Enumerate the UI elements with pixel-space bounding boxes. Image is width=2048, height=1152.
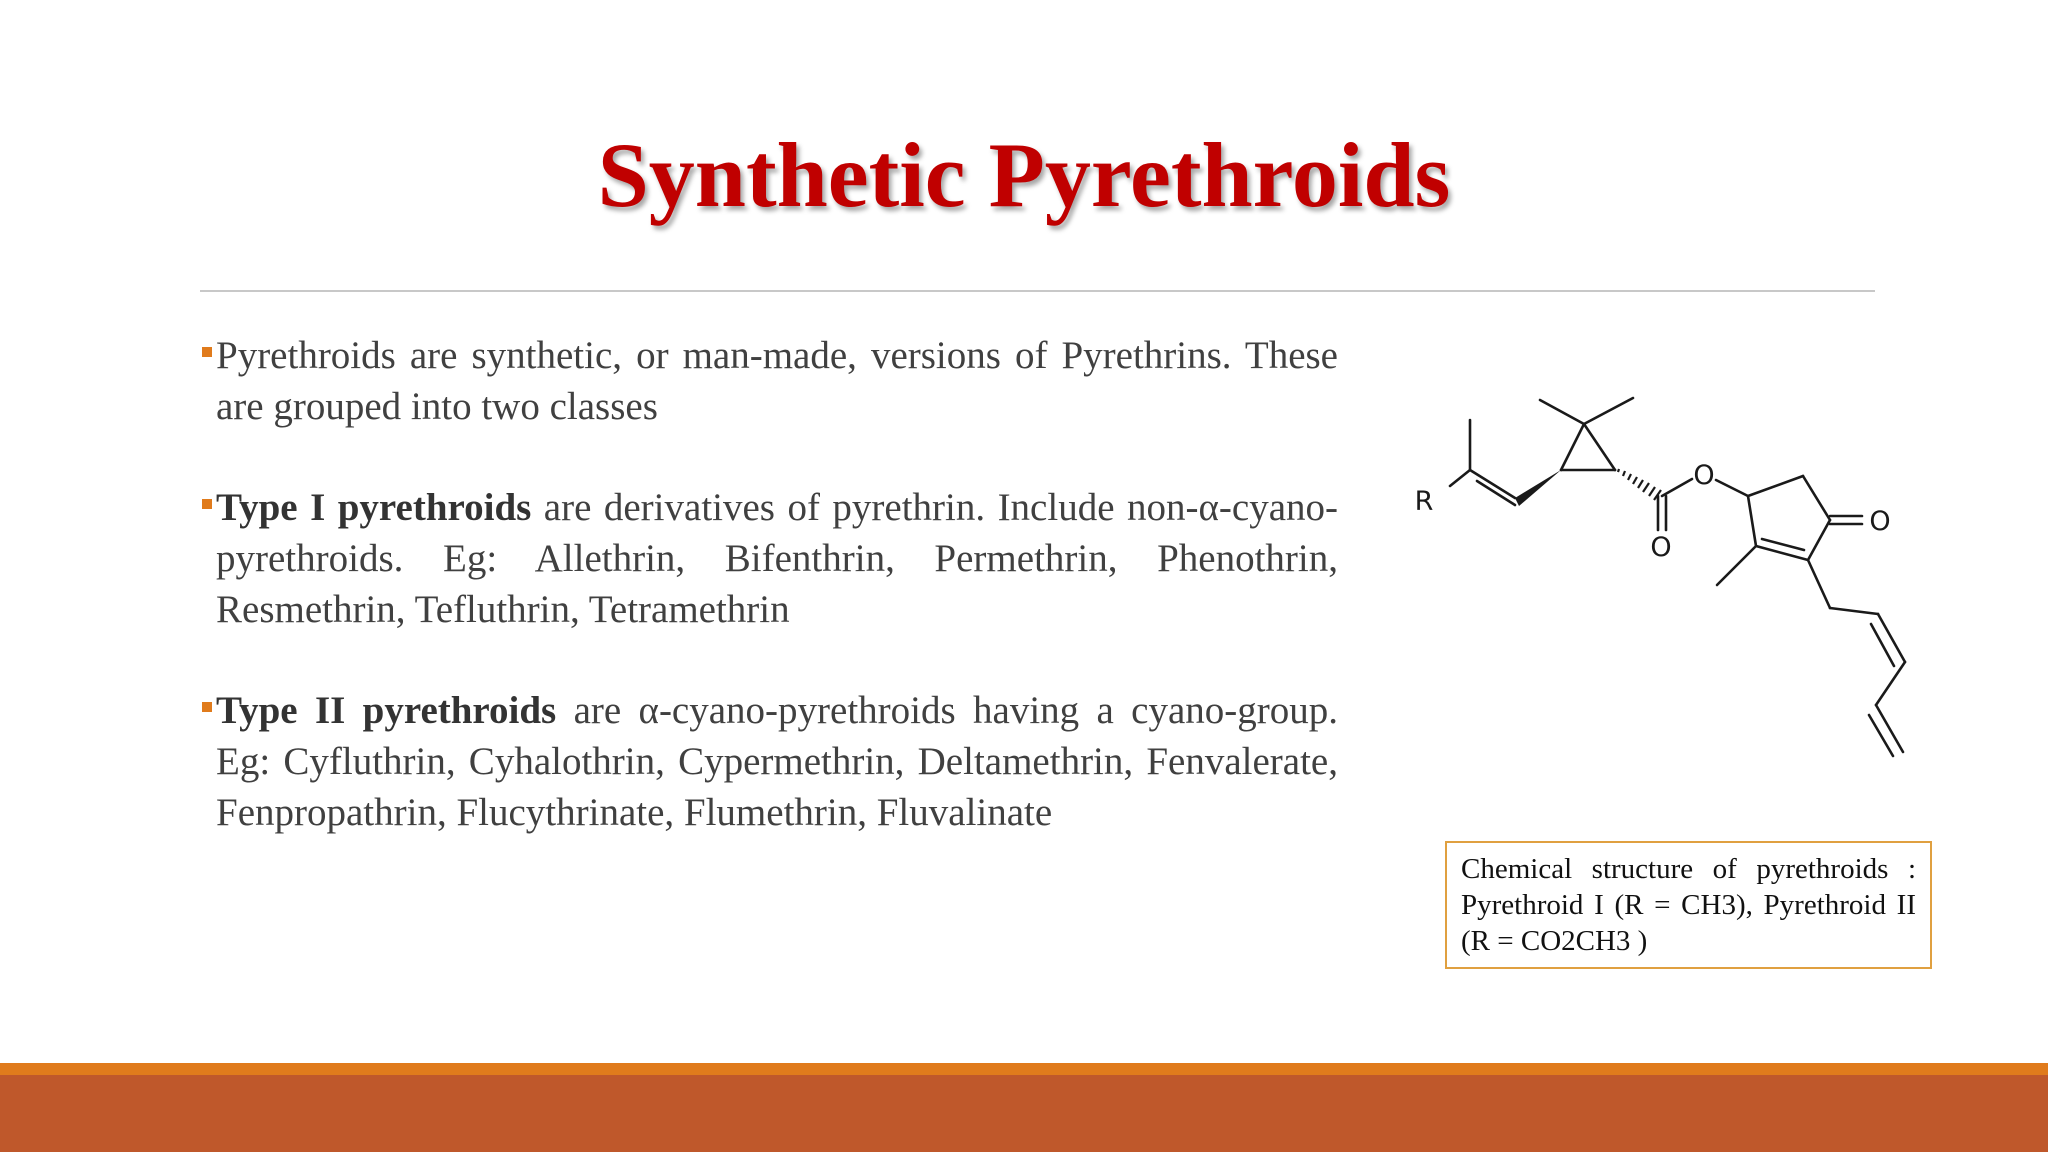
hashed-bond [1618, 469, 1661, 500]
carbonyl-oxygen-label: O [1650, 532, 1672, 563]
chain-bond [1830, 608, 1878, 614]
bullet-square-icon [202, 702, 212, 712]
wedge-bond [1515, 470, 1561, 506]
ring-bond [1748, 496, 1756, 546]
chain-double-bond [1878, 614, 1905, 662]
ring-bond [1803, 476, 1830, 520]
ketone-oxygen-label: O [1869, 506, 1891, 537]
alkene-bond [1470, 470, 1515, 498]
terminal-vinyl-bond [1876, 705, 1903, 752]
ester-bond [1662, 479, 1692, 496]
terminal-vinyl-bond [1869, 715, 1893, 756]
r-bond [1450, 470, 1470, 486]
pyrethroid-structure-diagram [1405, 385, 1925, 765]
gem-methyl-bond [1584, 398, 1633, 424]
bullet-type-two [200, 685, 1338, 838]
ring-bond [1748, 476, 1803, 496]
bullet-type-two-term: Type II pyrethroids [216, 689, 557, 732]
title-divider [200, 290, 1875, 292]
slide-title: Synthetic Pyrethroids [597, 124, 1451, 226]
chain-bond [1808, 560, 1830, 608]
bullet-intro-text: Pyrethroids are synthetic, or man-made, versions of Pyrethrins. These are grouped into two classes [216, 334, 1338, 428]
structure-caption: Chemical structure of pyrethroids : Pyrethroid I (R = CH3), Pyrethroid II (R = CO2CH3 ) [1445, 841, 1932, 969]
footer-band [0, 1075, 2048, 1152]
r-group-label: R [1414, 486, 1434, 517]
bullet-type-one-term: Type I pyrethroids [216, 486, 532, 529]
gem-methyl-bond [1540, 400, 1584, 424]
bullet-intro [200, 330, 1338, 432]
ester-oxygen-label: O [1693, 460, 1715, 491]
bullet-square-icon [202, 499, 212, 509]
cyclopropane-bond [1584, 424, 1615, 470]
bullet-type-two-text: are α-cyano-pyrethroids having a cyano-group. Eg: Cyfluthrin, Cyhalothrin, Cypermethrin, Deltamethrin, Fenvalerate, Fenpropathrin, Flucythrinate, Flumethrin, Fluvalinate [216, 689, 1338, 834]
bullet-type-one [200, 482, 1338, 635]
cyclopropane-bond [1561, 424, 1584, 470]
chain-double-bond [1871, 624, 1894, 666]
chain-bond [1876, 662, 1905, 705]
footer-stripe [0, 1063, 2048, 1075]
ring-methyl-bond [1717, 546, 1756, 585]
ester-bond [1716, 480, 1748, 496]
bullet-square-icon [202, 347, 212, 357]
bullet-list [200, 330, 1338, 888]
bullet-type-one-text: are derivatives of pyrethrin. Include non-α-cyano-pyrethroids. Eg: Allethrin, Bifenthrin, Permethrin, Phenothrin, Resmethrin, Tefluthrin, Tetramethrin [216, 486, 1338, 631]
ring-bond [1808, 520, 1830, 560]
